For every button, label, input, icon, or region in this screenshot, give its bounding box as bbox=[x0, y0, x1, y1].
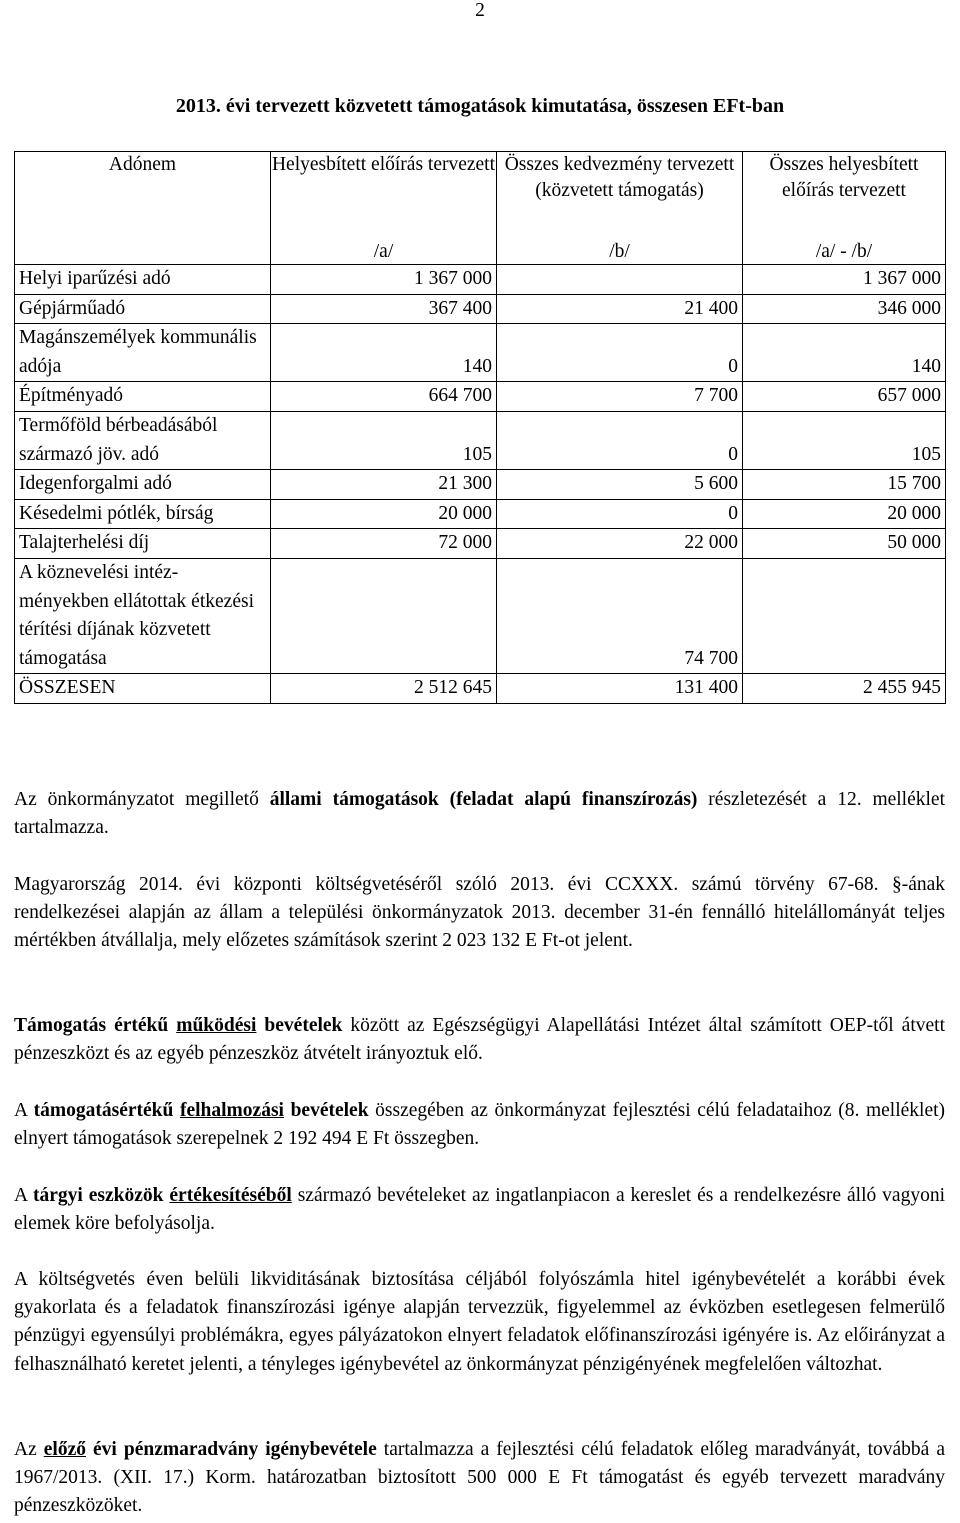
table-cell-value-a-minus-b: 20 000 bbox=[743, 499, 946, 529]
table-cell-value-a: 20 000 bbox=[271, 499, 497, 529]
table-cell-value-a-minus-b: 1 367 000 bbox=[743, 265, 946, 295]
paragraph-mukodesi-bevetelek: Támogatás értékű működési bevételek között az Egészségügyi Alapellátási Intézet által számított OEP-től átvett pénzeszközt és az egyéb pénzeszköz átvételt irányoztuk elő. bbox=[14, 1015, 945, 1065]
table-cell-value-a bbox=[271, 558, 497, 673]
table-row bbox=[15, 265, 946, 295]
table-cell-row-label: Idegenforgalmi adó bbox=[15, 470, 271, 500]
table-cell-value-a-minus-b bbox=[743, 558, 946, 673]
table-cell-value-a: 2 512 645 bbox=[271, 674, 497, 704]
table-row bbox=[15, 470, 946, 500]
table-row bbox=[15, 499, 946, 529]
table-cell-value-a-minus-b: 105 bbox=[743, 411, 946, 469]
paragraph-hitelallomany: Magyarország 2014. évi központi költségvetéséről szóló 2013. évi CCXXX. számú törvény 67-68. §-ának rendelkezései alapján az állam a települési önkormányzatok 2013. december 31-én fennálló hitelállományát teljes mértékben átvállalja, mely előzetes számítások szerint 2 023 132 E Ft-ot jelent. bbox=[14, 874, 945, 952]
table-cell-value-b bbox=[497, 265, 743, 295]
table-row bbox=[15, 674, 946, 704]
table-cell-value-a-minus-b: 346 000 bbox=[743, 294, 946, 324]
table-cell-row-label: Talajterhelési díj bbox=[15, 529, 271, 559]
document-title: 2013. évi tervezett közvetett támogatások kimutatása, összesen EFt-ban bbox=[175, 95, 785, 117]
table-cell-value-b: 0 bbox=[497, 411, 743, 469]
table-row bbox=[15, 382, 946, 412]
table-cell-row-label: Építményadó bbox=[15, 382, 271, 412]
table-cell-value-b: 74 700 bbox=[497, 558, 743, 673]
header-cell-a-minus-b: Összes helyesbített előírás tervezett /a/ - /b/ bbox=[743, 152, 946, 265]
header-cell-a: Helyesbített előírás tervezett /a/ bbox=[271, 152, 497, 265]
table-cell-value-b: 22 000 bbox=[497, 529, 743, 559]
table-cell-value-b: 0 bbox=[497, 324, 743, 382]
table-cell-value-a: 72 000 bbox=[271, 529, 497, 559]
table-cell-value-a-minus-b: 140 bbox=[743, 324, 946, 382]
paragraph-likviditas: A költségvetés éven belüli likviditásának biztosítása céljából folyószámla hitel igénybevételét a korábbi évek gyakorlata és a feladatok finanszírozási igénye alapján tervezzük, figyelemmel az évközben esetlegesen felmerülő pénzügyi egyensúlyi problémákra, egyes pályázatokon elnyert feladatok előfinanszírozási igényére is. Az előirányzat a felhasználható keretet jelenti, a tényleges igénybevétel az önkormányzat pénzigényének megfelelően változhat. bbox=[14, 1269, 945, 1375]
table-row bbox=[15, 558, 946, 673]
table-cell-row-label: Helyi iparűzési adó bbox=[15, 265, 271, 295]
header-cell-b: Összes kedvezmény tervezett (közvetett támogatás) /b/ bbox=[497, 152, 743, 265]
table-cell-row-label: ÖSSZESEN bbox=[15, 674, 271, 704]
table-cell-value-a: 367 400 bbox=[271, 294, 497, 324]
paragraph-allami-tamogatasok: Az önkormányzatot megillető állami támogatások (feladat alapú finanszírozás) részletezését a 12. melléklet tartalmazza. bbox=[14, 789, 945, 839]
table-cell-value-b: 0 bbox=[497, 499, 743, 529]
table-cell-value-a-minus-b: 657 000 bbox=[743, 382, 946, 412]
table-row bbox=[15, 411, 946, 469]
table-cell-row-label: Magánszemélyek kommunális adója bbox=[15, 324, 271, 382]
table-cell-value-b: 7 700 bbox=[497, 382, 743, 412]
paragraph-penzmaradvany: Az előző évi pénzmaradvány igénybevétele tartalmazza a fejlesztési célú feladatok előleg maradványát, továbbá a 1967/2013. (XII. 17.) Korm. határozatban biztosított 500 000 E Ft támogatást és egyéb tervezett maradvány pénzeszközöket. bbox=[14, 1439, 945, 1517]
table-cell-value-b: 21 400 bbox=[497, 294, 743, 324]
table-cell-row-label: Késedelmi pótlék, bírság bbox=[15, 499, 271, 529]
table-cell-value-a-minus-b: 50 000 bbox=[743, 529, 946, 559]
table-cell-value-a: 140 bbox=[271, 324, 497, 382]
table-cell-value-a: 105 bbox=[271, 411, 497, 469]
table-row bbox=[15, 294, 946, 324]
page-number: 2 bbox=[475, 0, 485, 21]
table-cell-value-a-minus-b: 2 455 945 bbox=[743, 674, 946, 704]
header-cell-adonem: Adónem bbox=[15, 152, 271, 265]
table-cell-value-a: 1 367 000 bbox=[271, 265, 497, 295]
table-cell-row-label: Termőföld bérbeadásából származó jöv. adó bbox=[15, 411, 271, 469]
table-cell-row-label: A köznevelési intéz-ményekben ellátottak étkezési térítési díjának közvetett támogatása bbox=[15, 558, 271, 673]
table-header-row bbox=[15, 152, 946, 265]
paragraph-targyi-eszkozok: A tárgyi eszközök értékesítéséből származó bevételeket az ingatlanpiacon a kereslet és a rendelkezésre álló vagyoni elemek köre befolyásolja. bbox=[14, 1185, 945, 1235]
table-cell-value-a: 21 300 bbox=[271, 470, 497, 500]
table-cell-row-label: Gépjárműadó bbox=[15, 294, 271, 324]
table-row bbox=[15, 529, 946, 559]
table-cell-value-a: 664 700 bbox=[271, 382, 497, 412]
table-cell-value-b: 5 600 bbox=[497, 470, 743, 500]
tax-support-table bbox=[14, 151, 946, 704]
table-cell-value-b: 131 400 bbox=[497, 674, 743, 704]
table-row bbox=[15, 324, 946, 382]
table-cell-value-a-minus-b: 15 700 bbox=[743, 470, 946, 500]
paragraph-felhalmozasi-bevetelek: A támogatásértékű felhalmozási bevételek összegében az önkormányzat fejlesztési célú feladataihoz (8. melléklet) elnyert támogatások szerepelnek 2 192 494 E Ft összegben. bbox=[14, 1100, 946, 1150]
